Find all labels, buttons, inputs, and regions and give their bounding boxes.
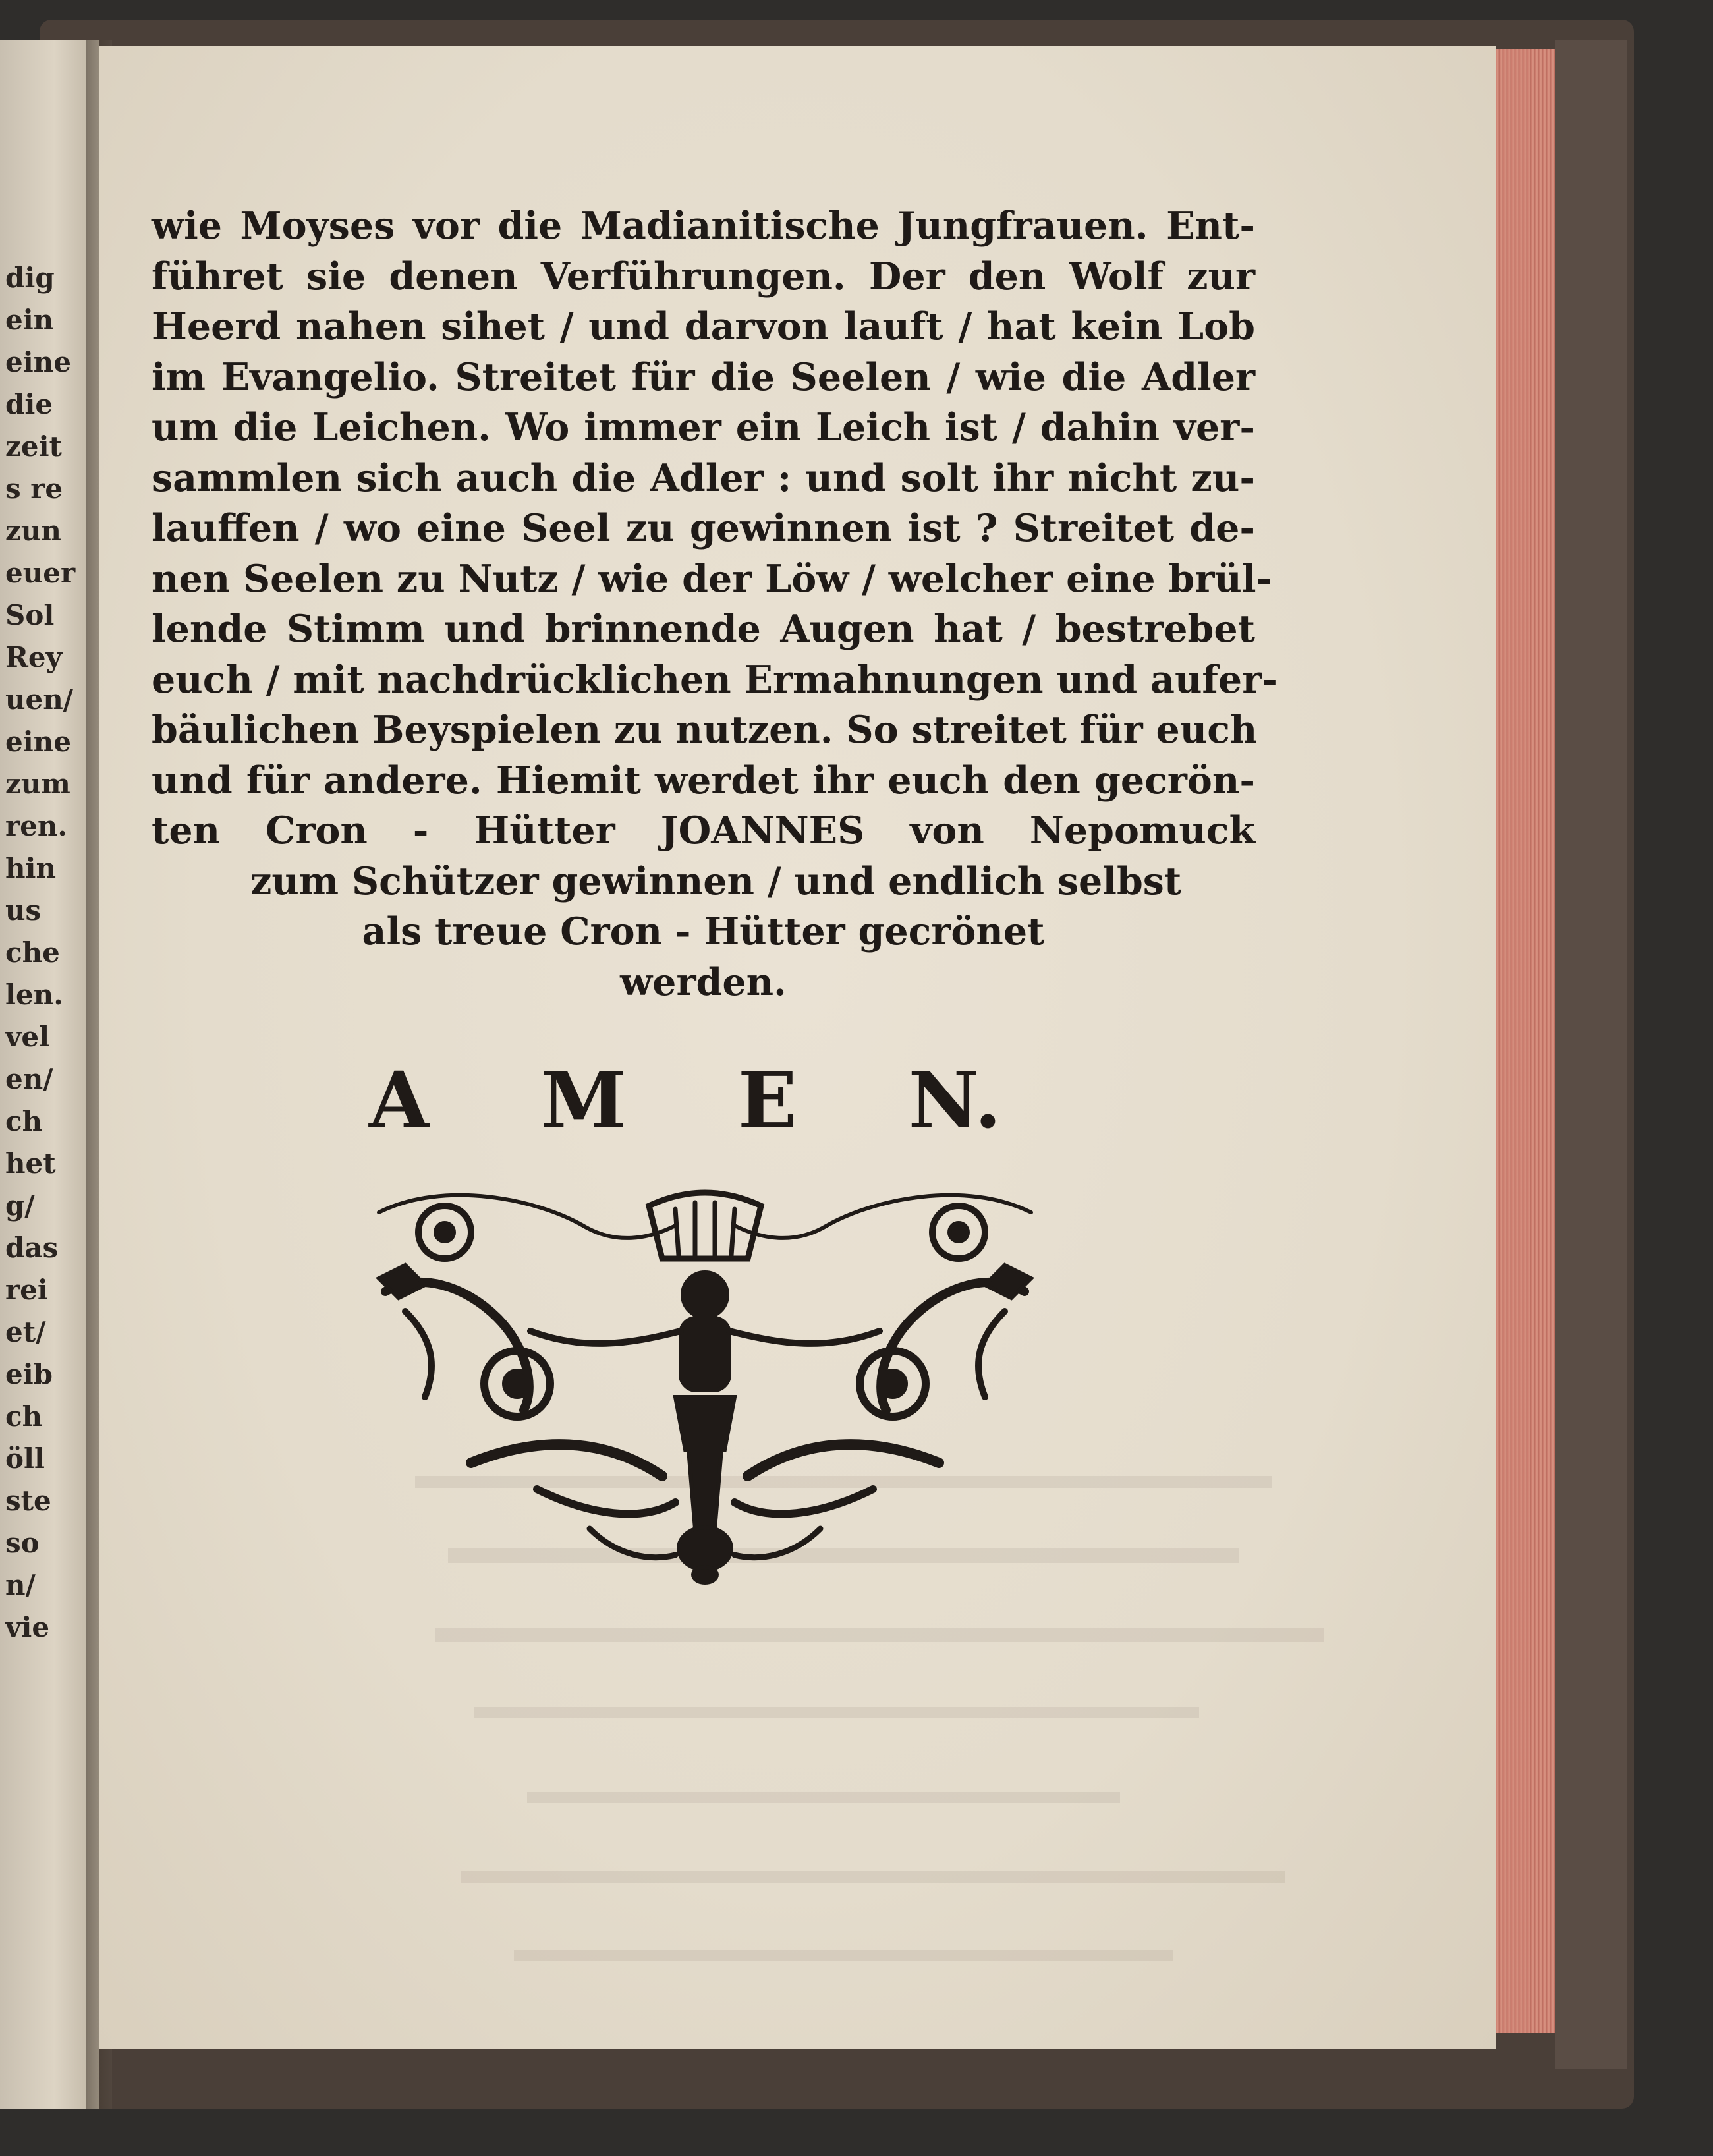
- left-page-fragment: ch: [5, 1400, 43, 1433]
- text-line: führet sie denen Verführungen. Der den Wolf zur: [152, 254, 1255, 298]
- text-line: nen Seelen zu Nutz / wie der Löw / welcher eine brül-: [152, 556, 1272, 601]
- left-page-fragment: hin: [5, 852, 57, 884]
- left-page-fragment: zun: [5, 515, 61, 547]
- left-page-fragment: us: [5, 894, 42, 926]
- left-page-fragment: so: [5, 1527, 40, 1559]
- text-line: bäulichen Beyspielen zu nutzen. So streitet für euch: [152, 708, 1258, 752]
- back-cover-edge: [1555, 40, 1627, 2069]
- left-page-fragment: eib: [5, 1358, 53, 1390]
- left-page-fragment: eine: [5, 725, 71, 758]
- left-page-fragment: dig: [5, 262, 55, 294]
- left-page-fragment: het: [5, 1147, 56, 1179]
- left-page-fragment: zeit: [5, 430, 62, 463]
- text-line: lende Stimm und brinnende Augen hat / bestrebet: [152, 607, 1255, 651]
- left-page-fragment: uen/: [5, 683, 74, 716]
- text-line: ten Cron - Hütter JOANNES von Nepomuck: [152, 808, 1255, 853]
- left-page-fragment: das: [5, 1232, 59, 1264]
- floral-vignette-icon: [366, 1186, 1044, 1588]
- left-page-fragment: ste: [5, 1485, 51, 1517]
- red-page-edges: [1496, 49, 1555, 2033]
- left-page-fragment: zum: [5, 768, 70, 800]
- left-page-fragment: Rey: [5, 641, 63, 673]
- left-page-fragment: et/: [5, 1316, 46, 1348]
- left-page-fragment: len.: [5, 979, 63, 1011]
- text-line: euch / mit nachdrücklichen Ermahnungen und aufer-: [152, 657, 1278, 702]
- text-line: Heerd nahen sihet / und darvon lauft / hat kein Lob: [152, 304, 1255, 349]
- amen-letter: N.: [908, 1054, 1001, 1146]
- left-page-fragment: Sol: [5, 599, 55, 631]
- left-page-fragment: vel: [5, 1021, 50, 1053]
- left-page-fragment: euer: [5, 557, 76, 589]
- left-page-fragment: g/: [5, 1189, 35, 1222]
- text-line: wie Moyses vor die Madianitische Jungfrauen. Ent-: [152, 204, 1255, 248]
- left-page-text-fragments: [5, 257, 76, 1649]
- text-line-centered: werden.: [620, 959, 787, 1004]
- text-line: sammlen sich auch die Adler : und solt ihr nicht zu-: [152, 455, 1255, 500]
- amen-letter: A: [369, 1054, 430, 1146]
- left-page-fragment: vie: [5, 1611, 50, 1643]
- amen-letter: M: [540, 1054, 627, 1146]
- text-line: und für andere. Hiemit werdet ihr euch den gecrön-: [152, 758, 1255, 803]
- left-page-fragment: en/: [5, 1063, 53, 1095]
- text-line: lauffen / wo eine Seel zu gewinnen ist ? Streitet de-: [152, 506, 1255, 550]
- amen-heading: [369, 1054, 1001, 1146]
- main-text-block: [152, 201, 1278, 1007]
- text-line: um die Leichen. Wo immer ein Leich ist / dahin ver-: [152, 405, 1255, 449]
- left-page-fragment: öll: [5, 1442, 45, 1475]
- left-page: [0, 40, 99, 2109]
- amen-letter: E: [737, 1054, 797, 1146]
- text-line: im Evangelio. Streitet für die Seelen / wie die Adler: [152, 355, 1255, 399]
- left-page-fragment: eine: [5, 346, 71, 378]
- left-page-fragment: che: [5, 936, 60, 969]
- left-page-fragment: die: [5, 388, 53, 420]
- left-page-fragment: n/: [5, 1569, 36, 1601]
- left-page-fragment: ch: [5, 1105, 43, 1137]
- left-page-fragment: ren.: [5, 810, 68, 842]
- text-line-centered: zum Schützer gewinnen / und endlich selbst: [250, 859, 1182, 903]
- left-page-fragment: rei: [5, 1274, 48, 1306]
- left-page-fragment: ein: [5, 304, 54, 336]
- text-line-centered: als treue Cron - Hütter gecrönet: [362, 909, 1045, 953]
- left-page-fragment: s re: [5, 472, 63, 505]
